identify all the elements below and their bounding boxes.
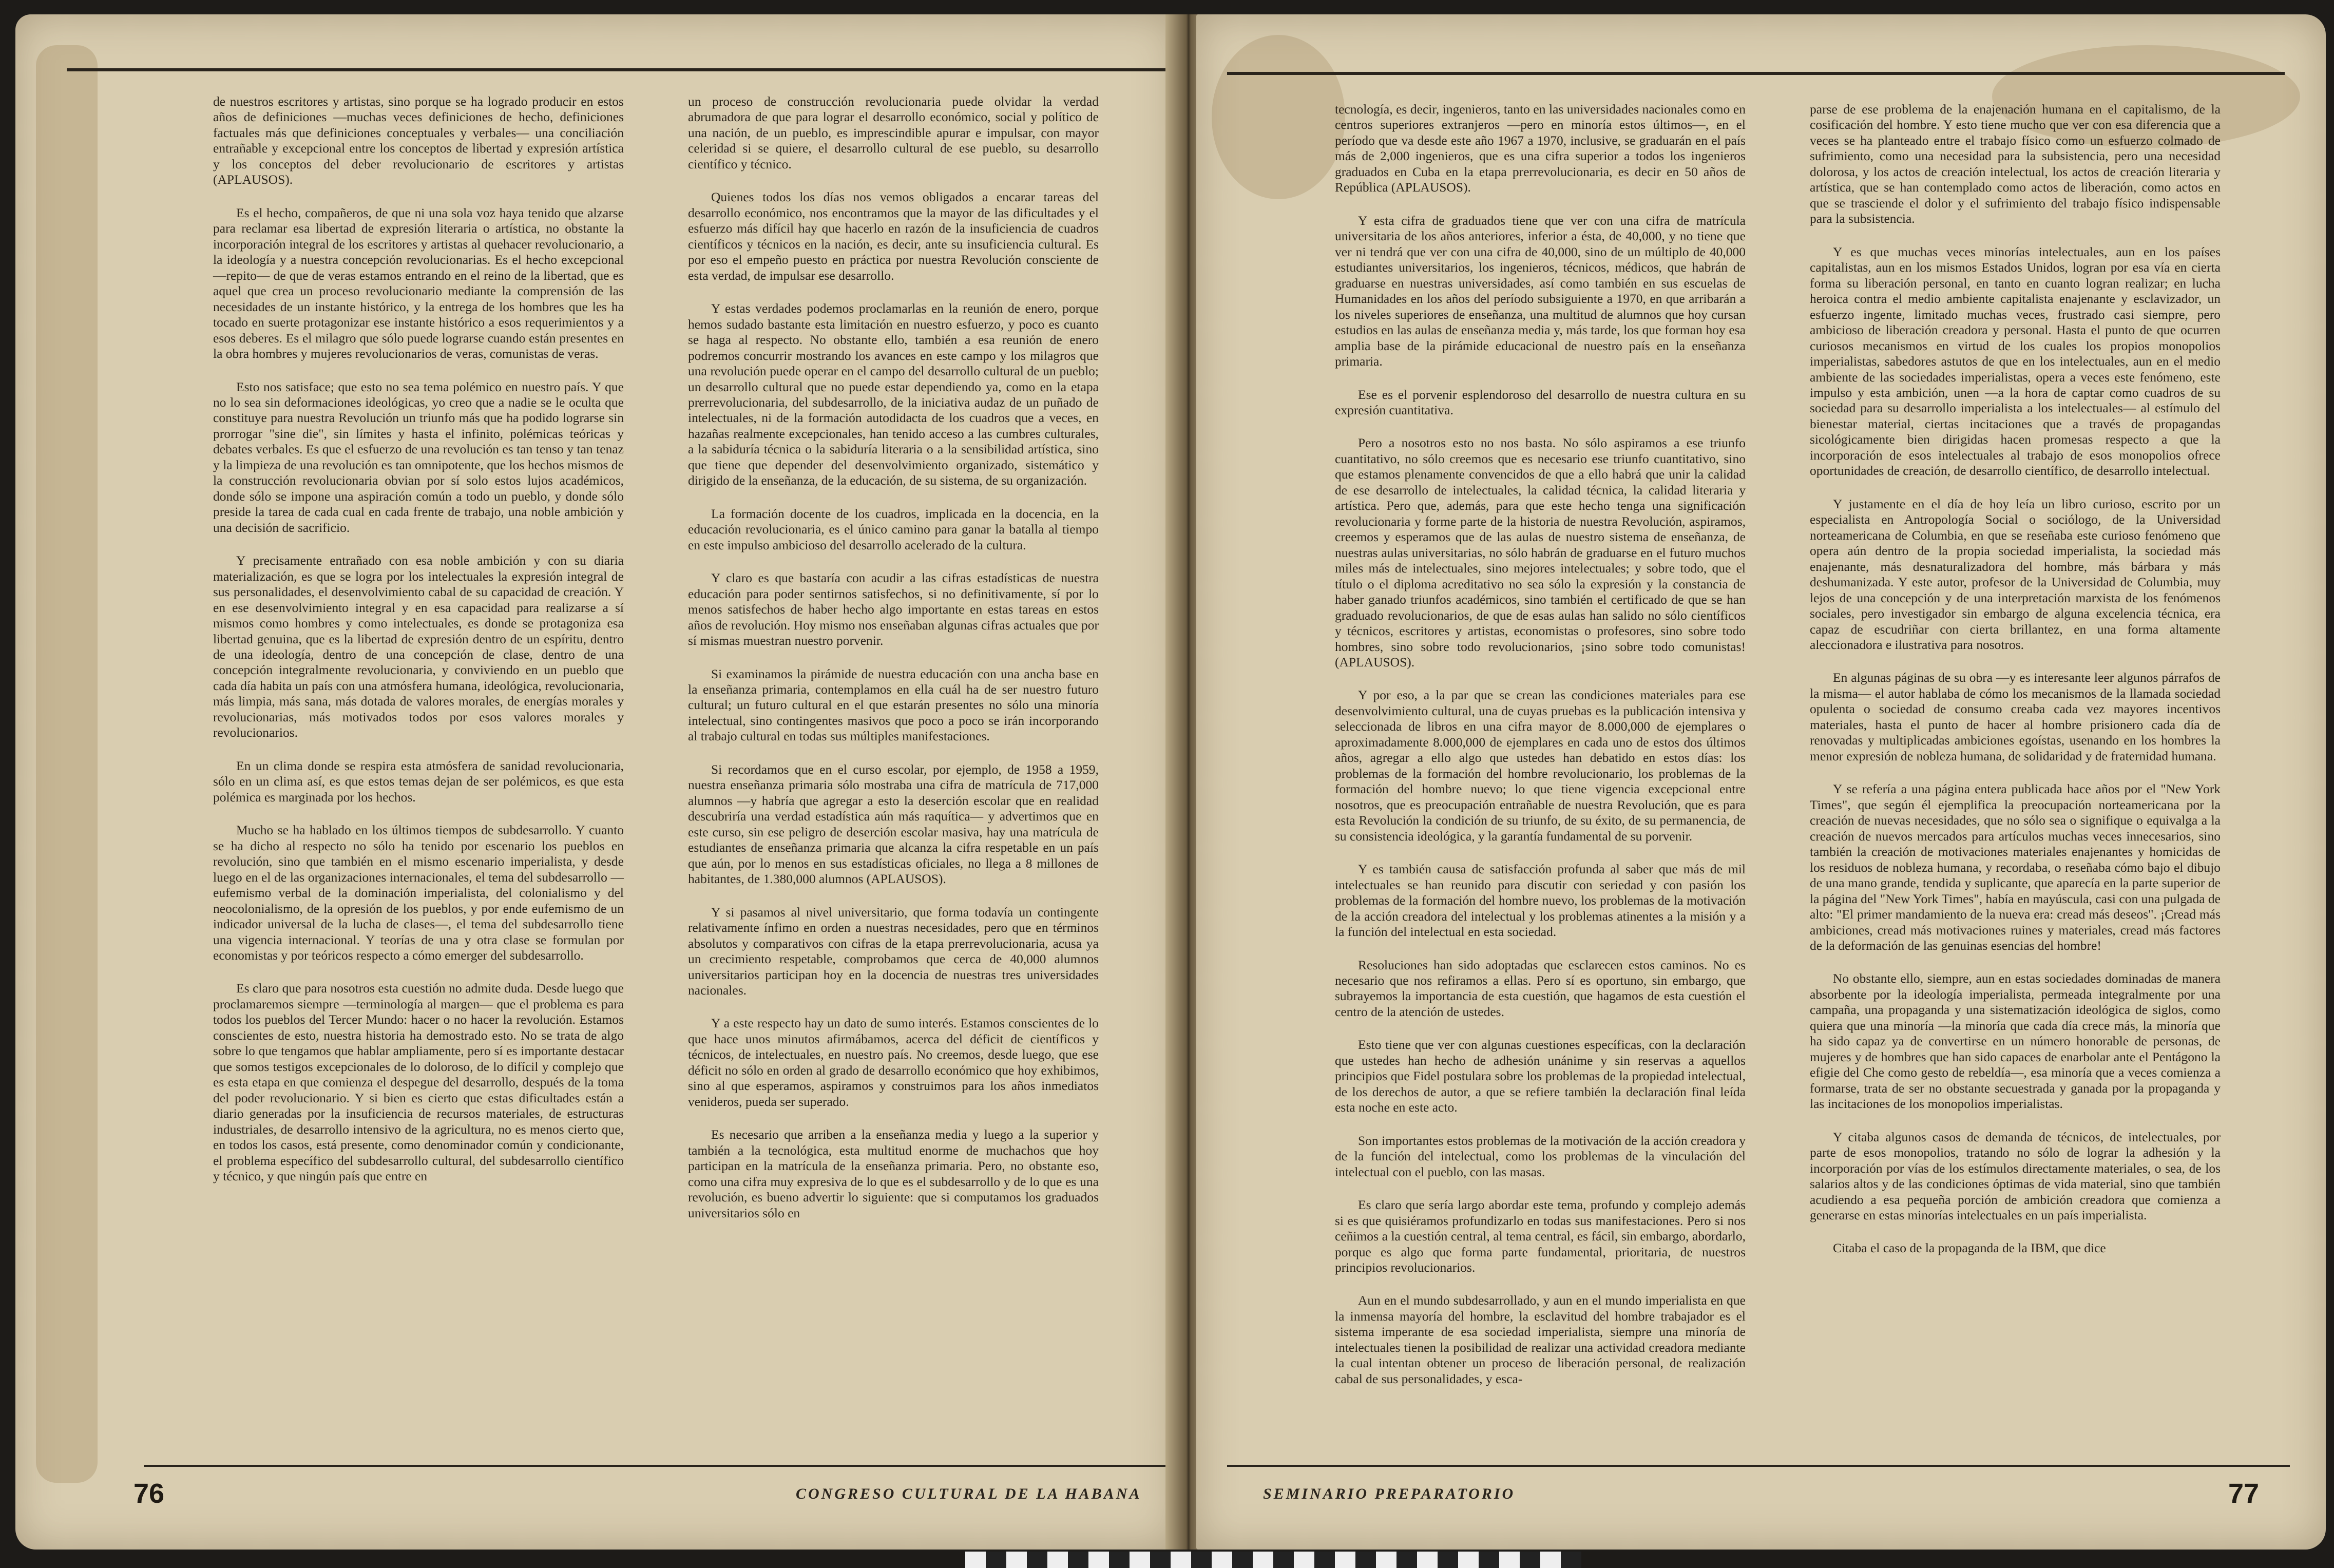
running-footer: CONGRESO CULTURAL DE LA HABANA <box>796 1485 1142 1502</box>
paragraph: Y esta cifra de graduados tiene que ver con una cifra de matrícula universitaria de los años anteriores, inferior a ésta, de 40,000, y no tiene que ver ni tendrá que ver con una cifra de 40,000, sino de un múltiplo de 40,000 estudiantes universitarios, los ingenieros, técnicos, médicos, que habrán de graduarse en nuestras universidades, así como también en sus escuelas de Humanidades en los años del período subsiguiente a 1970, en que arribarán a los niveles superiores de enseñanza, una multitud de alumnos que hoy cursan estudios en las aulas de enseñanza media y, más tarde, los que forman hoy esa amplia base de la pirámide educacional de nuestro país en la enseñanza primaria. <box>1335 213 1746 369</box>
bottom-rule <box>144 1465 1171 1467</box>
magazine-spread <box>15 14 2326 1550</box>
bottom-rule <box>1227 1465 2290 1467</box>
paragraph: Citaba el caso de la propaganda de la IBM, que dice <box>1833 1240 2106 1256</box>
page-number-left: 76 <box>133 1478 165 1509</box>
paragraph: Y justamente en el día de hoy leía un libro curioso, escrito por un especialista en Antropología Social o sociólogo, de la Universidad norteamericana de Columbia, en que se reseñaba este curioso fenómeno que opera aún dentro de la propia sociedad imperialista, la sociedad más enajenante, más desnaturalizadora del hombre, más bárbara y más deshumanizada. Y este autor, profesor de la Universidad de Columbia, muy lejos de una concepción y de una interpretación marxista de los fenómenos sociales, pero investigador sin embargo de alguna excelencia técnica, era capaz de escudriñar con cierta brillantez, en una forma altamente aleccionadora e ilustrativa para nosotros. <box>1810 496 2221 652</box>
paragraph: Si examinamos la pirámide de nuestra educación con una ancha base en la enseñanza primaria, contemplamos en ella cuál ha de ser nuestro futuro cultural; un futuro cultural en el que estarán presentes no sólo una minoría intelectual, sino contingentes masivos que poco a poco se irán incorporando al trabajo cultural en todas sus múltiples manifestaciones. <box>688 666 1099 744</box>
paragraph: parse de ese problema de la enajenación humana en el capitalismo, de la cosificación del hombre. Y esto tiene mucho que ver con esa diferencia que a veces se ha planteado entre el trabajo físico como un esfuerzo colmado de sufrimiento, como una necesidad para la subsistencia, pero una necesidad dolorosa, y los actos de creación intelectual, los actos de creación literaria y artística, que se han contemplado como actos de liberación, como actos en que se trasciende el dolor y el sufrimiento del trabajo físico indispensable para la subsistencia. <box>1810 102 2221 226</box>
paragraph: En algunas páginas de su obra —y es interesante leer algunos párrafos de la misma— el autor hablaba de cómo los mecanismos de la llamada sociedad opulenta o sociedad de consumo creaba cada vez mayores incentivos materiales, hasta el punto de hacer al hombre prisionero cada día de renovadas y multiplicadas ambiciones egoístas, usenando en los hombres la menor expresión de nobleza humana, de solidaridad y de fraternidad humana. <box>1810 670 2221 763</box>
paragraph: No obstante ello, siempre, aun en estas sociedades dominadas de manera absorbente por la ideología imperialista, permeada integralmente por una campaña, una propaganda y una sistematización ideológica de siglos, como quiera que una minoría —la minoría que cada día crece más, la minoría que ha sido capaz ya de convertirse en un número honorable de personas, de mujeres y de hombres que han sido capaces de enarbolar ante el Pentágono la efigie del Che como gesto de rebeldía—, esa minoría que a veces comienza a formarse, trata de ser no obstante secuestrada y ganada por la propaganda y las incitaciones de los monopolios imperialistas. <box>1810 971 2221 1112</box>
paragraph: Y se refería a una página entera publicada hace años por el "New York Times", que según él ejemplifica la preocupación norteamericana por la creación de nuevas necesidades, que no sólo sea o signifique o equivalga a la creación de nuevos mercados para artículos muchas veces innecesarios, sino también la creación de motivaciones materiales enajenantes y homicidas de los residuos de nobleza humana, y recordaba, o reseñaba cómo bajo el dibujo de una mano grande, tendida y suplicante, que aparecía en la parte superior de la página del "New York Times", había en mayúscula, casi con una pulgada de alto: "El primer mandamiento de la nueva era: cread más deseos". ¡Cread más ambiciones, cread más motivaciones ruines y materiales, cread más factores de la deformación de las genuinas esencias del hombre! <box>1810 781 2221 953</box>
paragraph: Y es que muchas veces minorías intelectuales, aun en los países capitalistas, aun en los mismos Estados Unidos, logran por esa vía en cierta forma su liberación personal, en tanto en cuanto logran realizar; en lucha heroica contra el medio ambiente capitalista enajenante y esclavizador, un esfuerzo ingente, limitado muchas veces, frustrado casi siempre, pero ambicioso de liberación creadora y personal. Hasta el punto de que ocurren curiosos mecanismos en virtud de los cuales los propios monopolios imperialistas, sabedores astutos de que en los intelectuales, aun en el medio ambiente de las sociedades imperialistas, opera a veces este fenómeno, este impulso y esta ambición, unen —a la hora de captar como cuadros de su sociedad para su desarrollo imperialista a los intelectuales— al estímulo del bienestar material, ciertas incitaciones que a través de propagandas sicológicamente bien dirigidas hacen promesas respecto a que la incorporación de esos intelectuales al trabajo de esos monopolios ofrece oportunidades de creación, de desarrollo científico, de desarrollo intelectual. <box>1810 244 2221 479</box>
paragraph: Quienes todos los días nos vemos obligados a encarar tareas del desarrollo económico, nos encontramos que la mayor de las dificultades y el esfuerzo más difícil hay que hacerlo en razón de la insuficiencia de cuadros científicos y técnicos en la nación, es decir, ante su insuficiencia cultural. Es por eso el empeño puesto en práctica por nuestra Revolución consciente de esta verdad, de impulsar ese desarrollo. <box>688 189 1099 283</box>
paragraph: Y estas verdades podemos proclamarlas en la reunión de enero, porque hemos sudado bastante esta limitación en nuestro esfuerzo, y poco es cuanto se haga al respecto. No obstante ello, también a esa reunión de enero podremos concurrir mostrando los avances en este campo y los milagros que una revolución puede operar en el campo del desarrollo cultural de un pueblo; un desarrollo cultural que no puede estar dependiendo ya, como en la etapa prerrevolucionaria, del subdesarrollo, de la iniciativa audaz de un puñado de intelectuales, ni de la formación autodidacta de los cuadros que a veces, en hazañas realmente excepcionales, han tenido acceso a las cumbres culturales, a la sabiduría técnica o la sabiduría literaria o a la sensibilidad artística, sino que tiene que depender del desenvolvimiento organizado, sistemático y dirigido de la enseñanza, de la educación, de su sistema, de su organización. <box>688 301 1099 488</box>
paragraph: Son importantes estos problemas de la motivación de la acción creadora y de la función del intelectual, como los problemas de la vinculación del intelectual con el pueblo, con las masas. <box>1335 1133 1746 1179</box>
paragraph: Y por eso, a la par que se crean las condiciones materiales para ese desenvolvimiento cultural, una de cuyas pruebas es la publicación intensiva y seleccionada de libros en una cifra mayor de 8.000,000 de ejemplares o aproximadamente 8.000,000 de ejemplares en cada uno de estos dos últimos años, agregar a ello algo que ustedes han debatido en estos días: los problemas de la formación del hombre revolucionario, los problemas de la formación del hombre nuevo; lo que tiene vigencia excepcional entre nosotros, que es preocupación entrañable de nuestra Revolución, que es para esta Revolución la condición de su triunfo, de su éxito, de su permanencia, de su consistencia ideológica, y la garantía fundamental de su porvenir. <box>1335 687 1746 844</box>
paragraph: tecnología, es decir, ingenieros, tanto en las universidades nacionales como en centros superiores extranjeros —pero en minoría estos últimos—, en el período que va desde este año 1967 a 1970, inclusive, se graduarán en el país más de 2,000 ingenieros, que es una cifra superior a todos los ingenieros graduados en Cuba en la etapa prerrevolucionaria, es decir en 50 años de República (APLAUSOS). <box>1335 102 1746 195</box>
left-page <box>15 14 1176 1550</box>
page-number-right: 77 <box>2228 1478 2260 1509</box>
column-2 <box>688 94 1099 1238</box>
paragraph: En un clima donde se respira esta atmósfera de sanidad revolucionaria, sólo en un clima así, es que estos temas dejan de ser polémicos, es que esta polémica es marginada por los hechos. <box>213 758 624 805</box>
paragraph: Pero a nosotros esto no nos basta. No sólo aspiramos a ese triunfo cuantitativo, no sólo creemos que es necesario ese triunfo cuantitativo, sino que estamos plenamente convencidos de que a ello habrá que unir la calidad de ese desarrollo de intelectuales, la calidad técnica, la calidad literaria y artística. Pero que, además, para que este hecho tenga una significación revolucionaria y forme parte de la historia de nuestra Revolución, aspiramos, creemos y esperamos que de las aulas de nuestro sistema de enseñanza, de nuestras aulas universitarias, no sólo habrán de graduarse en el futuro muchos miles más de intelectuales, sino mejores intelectuales; y sobre todo, que el título o el diploma acreditativo no sea sólo la expresión y la constancia de haber ganado triunfos académicos, sino también el certificado de que se han graduado revolucionarios, de que de esas aulas han salido no sólo científicos y técnicos, escritores y artistas, economistas o profesores, sino sobre todo hombres, sino sobre todo revolucionarios, ¡sino sobre todo comunistas! (APLAUSOS). <box>1335 435 1746 670</box>
paragraph: Y es también causa de satisfacción profunda al saber que más de mil intelectuales se han reunido para discutir con seriedad y con pasión los problemas de la formación del hombre nuevo, los problemas de la motivación de la acción creadora del intelectual y los problemas atinentes a la misión y a la función del intelectual en esta sociedad. <box>1335 862 1746 940</box>
paragraph: Y a este respecto hay un dato de sumo interés. Estamos conscientes de lo que hace unos minutos afirmábamos, acerca del déficit de científicos y técnicos, de intelectuales, en nuestro país. No creemos, desde luego, que ese déficit no sólo en orden al grado de desarrollo económico que hoy exhibimos, sino al que esperamos, aspiramos y construimos para los años inmediatos venideros, pueda ser superado. <box>688 1016 1099 1109</box>
paragraph: Es claro que para nosotros esta cuestión no admite duda. Desde luego que proclamaremos siempre —terminología al margen— que el problema es para todos los pueblos del Tercer Mundo: hacer o no hacer la revolución. Estamos conscientes de esto, nuestra historia ha demostrado esto. No se trata de algo sobre lo que tengamos que hablar ampliamente, pero sí es importante destacar que somos testigos excepcionales de lo doloroso, de lo difícil y complejo que es esta etapa en que comienza el despegue del desarrollo, después de la toma del poder revolucionario. Y si bien es cierto que estas dificultades están a diario generadas por la insuficiencia de recursos materiales, de estructuras industriales, de desarrollo intensivo de la agricultura, no es menos cierto que, en todos los casos, está presente, como denominador común y condicionante, el problema específico del subdesarrollo cultural, del subdesarrollo científico y técnico, y que ningún país que entre en <box>213 981 624 1184</box>
paragraph: Es claro que sería largo abordar este tema, profundo y complejo además si es que quisiéramos profundizarlo en todas sus manifestaciones. Pero si nos ceñimos a la cuestión central, al tema central, es fácil, sin embargo, abordarlo, porque es algo que forma parte fundamental, prioritaria, de nuestros principios revolucionarios. <box>1335 1197 1746 1275</box>
paragraph: Y claro es que bastaría con acudir a las cifras estadísticas de nuestra educación para poder sentirnos satisfechos, si no definitivamente, sí por lo menos satisfechos de haber hecho algo importante en estas tareas en estos años de revolución. Hoy mismo nos enseñaban algunas cifras actuales que por sí mismas muestran nuestro porvenir. <box>688 570 1099 648</box>
column-4 <box>1810 102 2221 1274</box>
right-page <box>1196 14 2326 1550</box>
paragraph: Es necesario que arriben a la enseñanza media y luego a la superior y también a la tecnológica, esta multitud enorme de muchachos que hoy participan en la matrícula de la enseñanza primaria. Pero, no obstante eso, como una cifra muy expresiva de lo que es el subdesarrollo y de lo que es una revolución, es bueno advertir lo siguiente: que si computamos los graduados universitarios sólo en <box>688 1127 1099 1220</box>
paragraph: Y citaba algunos casos de demanda de técnicos, de intelectuales, por parte de esos monopolios, tratando no sólo de lograr la adhesión y la incorporación por vías de los estímulos directamente materiales, o sea, de los salarios altos y de las condiciones óptimas de vida material, sino que también acudiendo a esa pequeña porción de ambición creadora que comienza a generarse en estas minorías intelectuales en un país imperialista. <box>1810 1129 2221 1222</box>
paragraph: Mucho se ha hablado en los últimos tiempos de subdesarrollo. Y cuanto se ha dicho al respecto no sólo ha tenido por escenario los pueblos en revolución, sino que también en el mismo escenario imperialista, y desde luego en el de las organizaciones internacionales, el tema del subdesarrollo —eufemismo verbal de la dominación imperialista, del colonialismo y del neocolonialismo, de la opresión de los pueblos, y por ende eufemismo de un indicador universal de la lucha de clases—, el tema del subdesarrollo tiene una vigencia internacional. Y teorías de una y otra clase se formulan por economistas y por teóricos respecto a cómo emerger del subdesarrollo. <box>213 823 624 963</box>
paragraph: Si recordamos que en el curso escolar, por ejemplo, de 1958 a 1959, nuestra enseñanza primaria sólo mostraba una cifra de matrícula de 717,000 alumnos —y habría que agregar a esto la deserción escolar que en realidad descubriría una verdad estadística aún más raquítica— y advertimos que en este curso, sin ese peligro de deserción escolar masiva, hay una matrícula de estudiantes de enseñanza primaria que alcanza la cifra respetable en un país que aún, por lo menos en sus estadísticas oficiales, no llega a 8 millones de habitantes, de 1.380,000 alumnos (APLAUSOS). <box>688 761 1099 887</box>
column-3 <box>1335 102 1746 1404</box>
top-rule <box>1227 72 2285 75</box>
paragraph: Esto nos satisface; que esto no sea tema polémico en nuestro país. Y que no lo sea sin deformaciones ideológicas, yo creo que a nadie se le oculta que constituye para nuestra Revolución un triunfo más que ha podido lograrse sin prorrogar "sine die", sin límites y hasta el infinito, polémicas teóricas y debates verbales. Es que el esfuerzo de una revolución es tan tenso y tan tenaz y la limpieza de una revolución es tan omnipotente, que los hechos mismos de la construcción revolucionaria obvian por sí solo estos lujos académicos, donde sólo se impone una aspiración común a todo un pueblo, y donde sólo preside la tarea de cada cual en cada frente de trabajo, una noble ambición y una decisión de sacrificio. <box>213 379 624 535</box>
paragraph: Esto tiene que ver con algunas cuestiones específicas, con la declaración que ustedes han hecho de adhesión unánime y sin reservas a aquellos principios que Fidel postulara sobre los problemas de la propiedad intelectual, de los derechos de autor, a que se refiere también la declaración final leída esta noche en este acto. <box>1335 1037 1746 1115</box>
paragraph: La formación docente de los cuadros, implicada en la docencia, en la educación revolucionaria, es el único camino para ganar la batalla al tiempo en este impulso ambicioso del desarrollo acelerado de la cultura. <box>688 506 1099 552</box>
paragraph: Y si pasamos al nivel universitario, que forma todavía un contingente relativamente ínfimo en orden a nuestras necesidades, pero que en términos absolutos y comparativos con cifras de la etapa prerrevolucionaria, acusa ya un crecimiento respetable, comprobamos que cerca de 40,000 alumnos universitarios participan hoy en la docencia de nuestras tres universidades nacionales. <box>688 904 1099 998</box>
scanner-scale-bar <box>965 1552 1581 1568</box>
top-rule <box>67 68 1171 71</box>
paragraph: de nuestros escritores y artistas, sino porque se ha logrado producir en estos años de definiciones —muchas veces definiciones de hecho, definiciones factuales más que definiciones conceptuales y verbales— una conciliación entrañable y excepcional entre los conceptos de libertad y expresión artística y los conceptos del deber revolucionario de escritores y artistas (APLAUSOS). <box>213 94 624 187</box>
paragraph: Aun en el mundo subdesarrollado, y aun en el mundo imperialista en que la inmensa mayoría del hombre, la esclavitud del hombre trabajador es el sistema imperante de esa sociedad imperialista, siempre una minoría de intelectuales tienen la posibilidad de realizar una actividad creadora mediante la cual intentan obtener un proceso de liberación personal, de realización cabal de sus personalidades, y esca- <box>1335 1293 1746 1386</box>
paragraph: Ese es el porvenir esplendoroso del desarrollo de nuestra cultura en su expresión cuantitativa. <box>1335 387 1746 417</box>
paragraph: Y precisamente entrañado con esa noble ambición y con su diaria materialización, es que se logra por los intelectuales la expresión integral de sus personalidades, el desenvolvimiento cabal de su capacidad de creación. Y en ese desenvolvimiento integral y en esa capacidad para realizarse a sí mismos como hombres y como intelectuales, es donde se protagoniza esa libertad genuina, que es la libertad de expresión dentro de un espíritu, dentro de una ideología, dentro de una concepción de clase, dentro de una concepción integralmente revolucionaria, y conviviendo en un pueblo que cada día habita un país con una atmósfera humana, ideológica, revolucionaria, más limpia, más sana, más dotada de valores morales, de energías morales y revolucionarias, más motivados todos por esos valores morales y revolucionarios. <box>213 553 624 740</box>
running-header: SEMINARIO PREPARATORIO <box>1263 1485 1516 1502</box>
column-1 <box>213 94 624 1202</box>
paragraph: Es el hecho, compañeros, de que ni una sola voz haya tenido que alzarse para reclamar esa libertad de expresión literaria o artística, no obstante la incorporación integral de los escritores y artistas al quehacer revolucionario, a la ideología y a nuestra concepción revolucionarias. Es el hecho excepcional —repito— de que de veras estamos entrando en el reino de la libertad, que es aquel que crea un proceso revolucionario mediante la comprensión de las necesidades de un instante histórico, y la entrega de los hombres que les ha tocado en suerte protagonizar ese instante histórico a esos requerimientos y a esos deberes. Es el milagro que sólo puede lograrse cuando están presentes en la obra hombres y mujeres revolucionarios de veras, comunistas de veras. <box>213 205 624 361</box>
paragraph: un proceso de construcción revolucionaria puede olvidar la verdad abrumadora de que para lograr el desarrollo económico, social y político de una nación, de un pueblo, es imprescindible apurar e impulsar, con mayor celeridad si se quiere, el desarrollo cultural de ese pueblo, su desarrollo científico y técnico. <box>688 94 1099 171</box>
paragraph: Resoluciones han sido adoptadas que esclarecen estos caminos. No es necesario que nos refiramos a ellas. Pero sí es oportuno, sin embargo, que subrayemos la importancia de esta cuestión, que hagamos de esta cuestión el centro de la atención de ustedes. <box>1335 957 1746 1019</box>
